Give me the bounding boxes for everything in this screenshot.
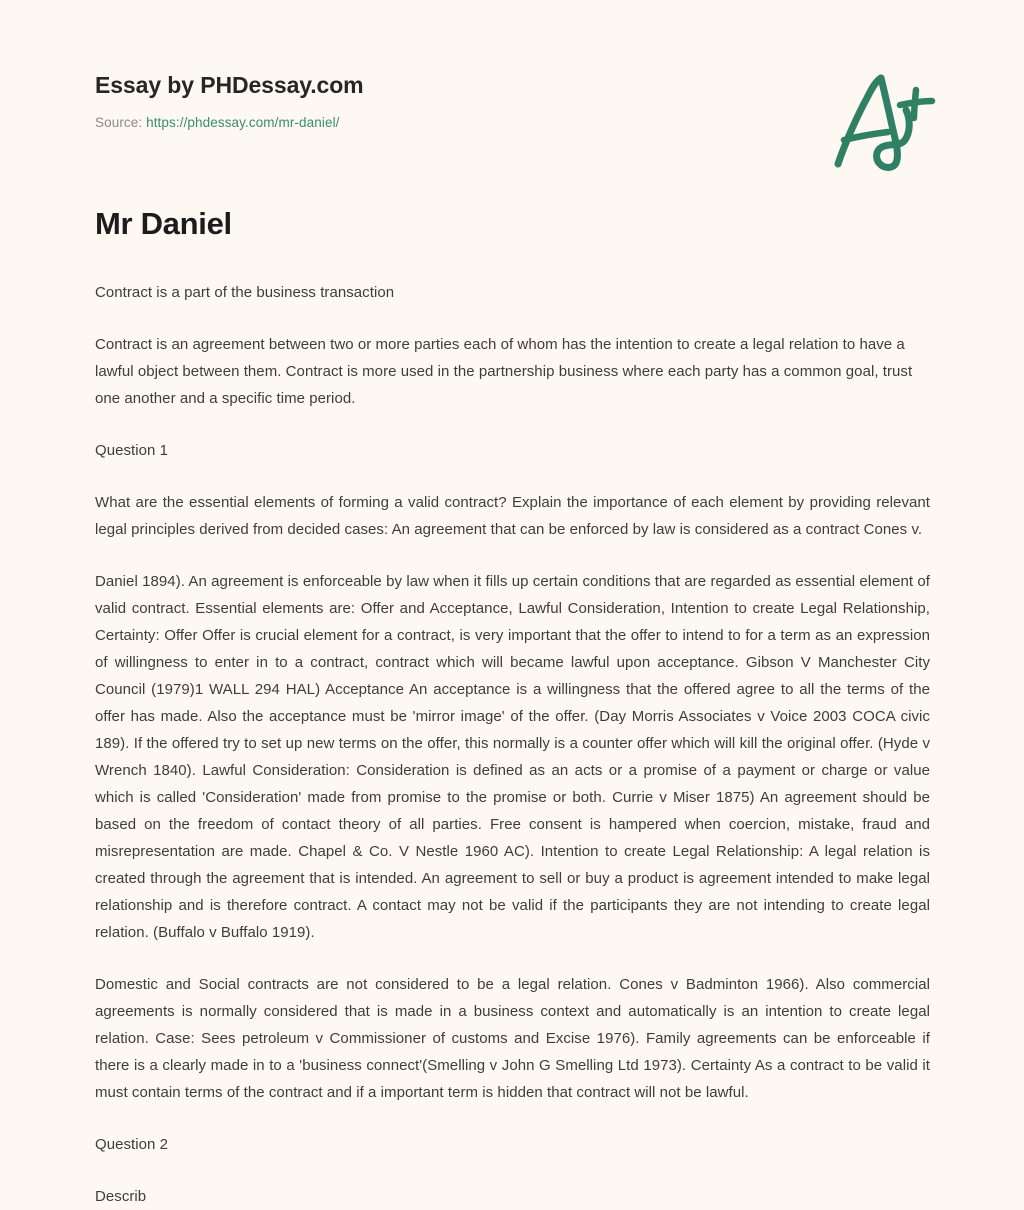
paragraph-answer-2-truncated: Describ [95,1188,147,1206]
paragraph-intro-line: Contract is a part of the business transaction [95,284,395,302]
document-body [0,244,1024,1210]
source-label: Source: [95,114,143,130]
paragraph-answer-1-main: Daniel 1894). An agreement is enforceable by law when it fills up certain conditions that are regarded as essential element of valid contract. Essential elements are: Offer and Acceptance, Lawful Consideration, Intention to create Legal Relationship, Certainty: Offer Offer is crucial element for a contract, is very important that the offer to intend to for a term as an expression of willingness to enter in to a contract, contract which will became lawful upon acceptance. Gibson V Manchester City Council (1979)1 WALL 294 HAL) Acceptance An acceptance is a willingness that the offered agree to all the terms of the offer has made. Also the acceptance must be 'mirror image' of the offer. (Day Morris Associates v Voice 2003 COCA civic 189). If the offered try to set up new terms on the offer, this normally is a counter offer which will kill the original offer. (Hyde v Wrench 1840). Lawful Consideration: Consideration is defined as an acts or a promise of a payment or charge or value which is called 'Consideration' made from promise to the promise or both. Currie v Miser 1875) An agreement should be based on the freedom of contact theory of all parties. Free consent is hampered when coercion, mistake, fraud and misrepresentation are made. Chapel & Co. V Nestle 1960 AC). Intention to create Legal Relationship: A legal relation is created through the agreement that is intended. An agreement to sell or buy a product is agreement intended to make legal relationship and is therefore contract. A contact may not be valid if the participants they are not intending to create legal relation. (Buffalo v Buffalo 1919). [95,573,930,942]
paragraph-answer-1-continued: Domestic and Social contracts are not considered to be a legal relation. Cones v Badminton 1966). Also commercial agreements is normally considered that is made in a business context and automatically is an intention to create legal relation. Case: Sees petroleum v Commissioner of customs and Excise 1976). Family agreements can be enforceable if there is a clearly made in to a 'business connect'(Smelling v John G Smelling Ltd 1973). Certainty As a contract to be valid it must contain terms of the contract and if a important term is hidden that contract will not be lawful. [95,976,930,1102]
brand-title: Essay by PHDessay.com [95,72,364,98]
heading-question-2: Question 2 [95,1136,169,1154]
page-title: Mr Daniel [95,206,232,242]
document-header [0,0,1024,132]
paragraph-question-1-prompt: What are the essential elements of forming a valid contract? Explain the importance of each element by providing relevant legal principles derived from decided cases: An agreement that can be enforced by law is considered as a contract Cones v. [95,494,930,539]
heading-question-1: Question 1 [95,442,169,460]
source-url-link[interactable]: https://phdessay.com/mr-daniel/ [146,114,340,130]
paragraph-intro-body: Contract is an agreement between two or more parties each of whom has the intention to create a legal relation to have a lawful object between them. Contract is more used in the partnership business where each party has a common goal, trust one another and a specific time period. [95,336,913,408]
aplus-logo-glyph [826,68,946,173]
aplus-logo-icon[interactable] [826,68,946,173]
source-line [95,114,936,133]
